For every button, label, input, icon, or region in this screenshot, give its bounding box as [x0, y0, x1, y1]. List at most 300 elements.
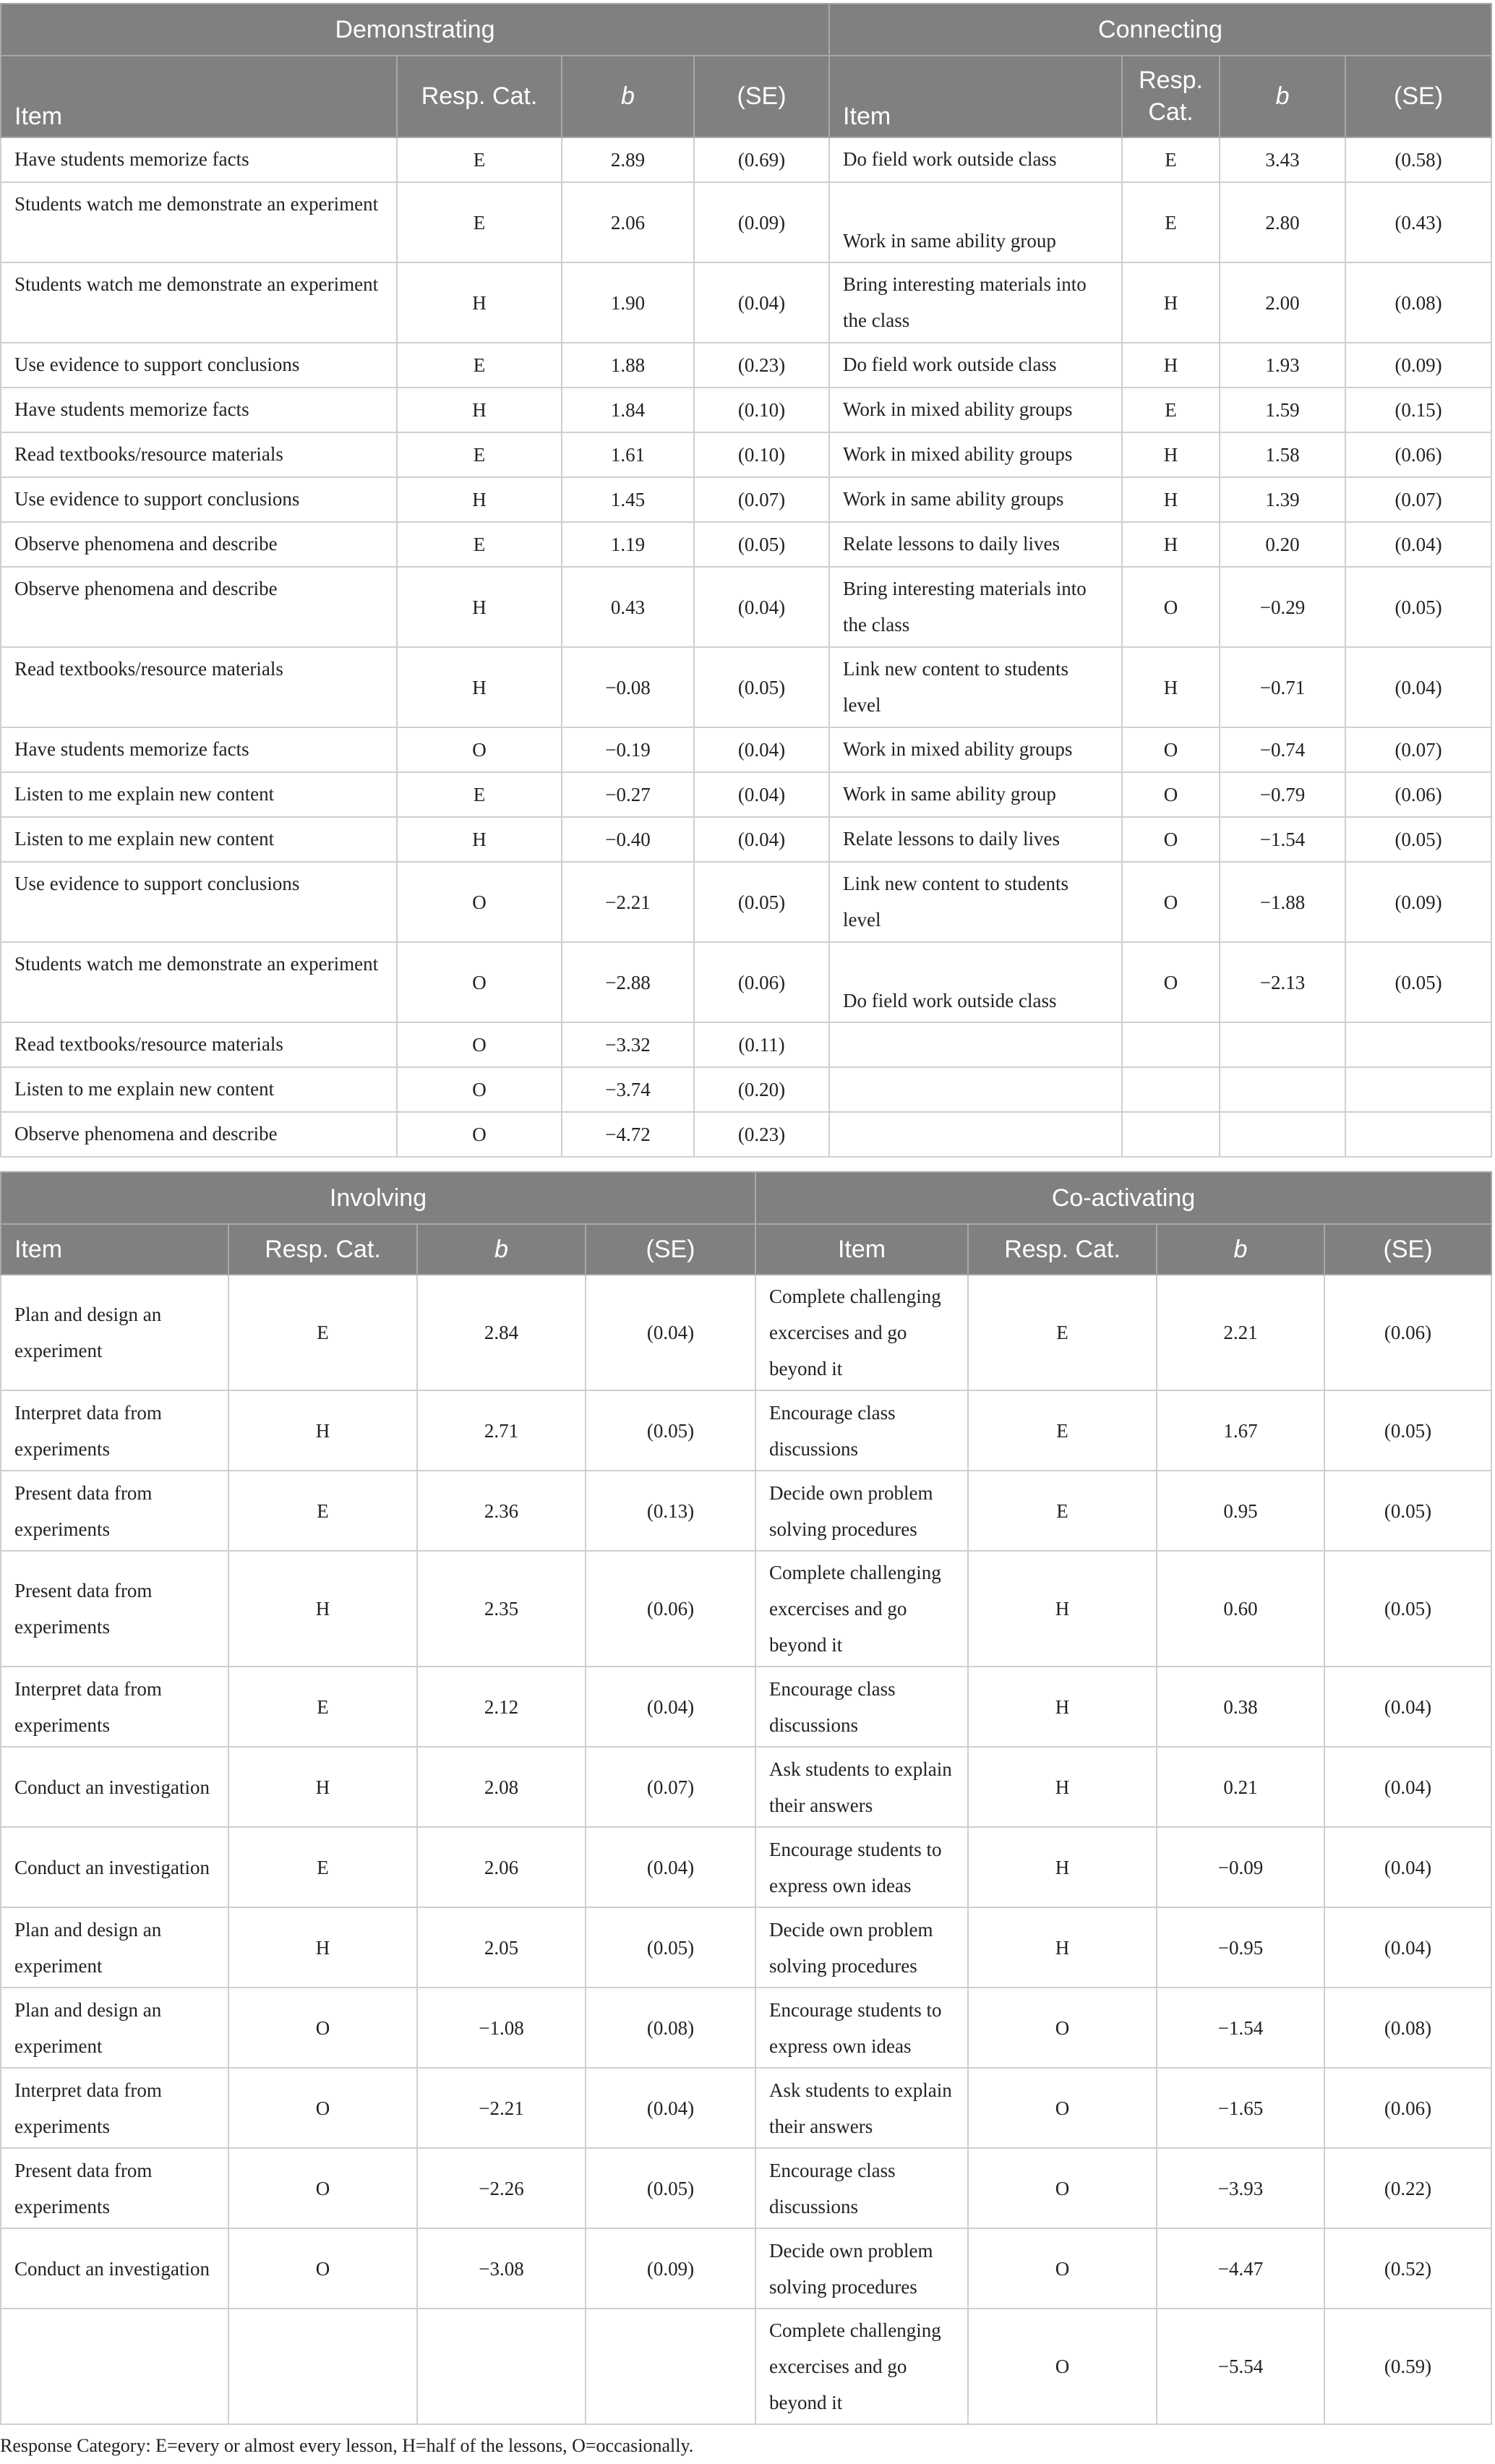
table-row [1, 942, 1491, 1022]
b-value-cell: −1.54 [1220, 817, 1345, 862]
resp-cat-cell: E [1122, 137, 1220, 182]
se-value-cell: (0.06) [1345, 772, 1491, 817]
table-row [1, 2068, 1491, 2148]
se-value-cell: (0.05) [586, 1390, 755, 1471]
se-value-cell: (0.05) [694, 862, 829, 942]
b-value-cell: −1.08 [417, 1988, 586, 2068]
b-value-cell: 1.59 [1220, 388, 1345, 432]
se-value-cell: (0.04) [694, 567, 829, 647]
item-cell: Observe phenomena and describe [1, 1112, 397, 1157]
item-cell: Observe phenomena and describe [1, 567, 397, 647]
table-row [1, 1551, 1491, 1667]
b-value-cell: 1.45 [562, 477, 694, 522]
b-value-cell: 1.19 [562, 522, 694, 567]
resp-cat-cell: O [1122, 567, 1220, 647]
item-cell: Plan and design an experiment [1, 1907, 228, 1988]
b-value-cell: −1.65 [1157, 2068, 1324, 2148]
b-value-cell: 2.06 [417, 1827, 586, 1907]
item-cell [829, 1112, 1122, 1157]
table-row [1, 343, 1491, 388]
resp-cat-cell: O [968, 2228, 1157, 2309]
b-value-cell: −4.72 [562, 1112, 694, 1157]
se-value-cell: (0.52) [1324, 2228, 1491, 2309]
table-row [1, 567, 1491, 647]
se-value-cell: (0.07) [586, 1747, 755, 1827]
resp-cat-cell: O [228, 2228, 417, 2309]
resp-cat-cell: H [228, 1747, 417, 1827]
item-cell: Relate lessons to daily lives [829, 522, 1122, 567]
resp-cat-cell: H [1122, 343, 1220, 388]
b-value-cell: 1.84 [562, 388, 694, 432]
se-value-cell: (0.23) [694, 343, 829, 388]
b-value-cell: −5.54 [1157, 2309, 1324, 2424]
b-value-cell: 1.39 [1220, 477, 1345, 522]
b-value-cell: 1.88 [562, 343, 694, 388]
item-cell: Interpret data from experiments [1, 1390, 228, 1471]
resp-cat-cell: H [968, 1551, 1157, 1667]
item-cell: Encourage class discussions [755, 1390, 968, 1471]
item-cell: Do field work outside class [829, 343, 1122, 388]
item-cell: Read textbooks/resource materials [1, 432, 397, 477]
se-value-cell [1345, 1067, 1491, 1112]
table-row [1, 1022, 1491, 1067]
b-value-cell: 0.38 [1157, 1667, 1324, 1747]
b-value-cell [417, 2309, 586, 2424]
column-header-b: b [417, 1224, 586, 1275]
se-value-cell: (0.13) [586, 1471, 755, 1551]
item-cell: Work in same ability groups [829, 477, 1122, 522]
resp-cat-cell: O [397, 862, 562, 942]
resp-cat-cell: E [968, 1275, 1157, 1390]
b-value-cell: 2.12 [417, 1667, 586, 1747]
resp-cat-cell: O [228, 1988, 417, 2068]
b-value-cell: −2.88 [562, 942, 694, 1022]
resp-cat-cell: E [228, 1275, 417, 1390]
item-cell: Conduct an investigation [1, 1747, 228, 1827]
se-value-cell: (0.20) [694, 1067, 829, 1112]
se-value-cell: (0.06) [1345, 432, 1491, 477]
table-row [1, 2228, 1491, 2309]
resp-cat-cell: O [1122, 772, 1220, 817]
column-header-se: (SE) [694, 56, 829, 137]
item-cell: Work in mixed ability groups [829, 388, 1122, 432]
resp-cat-cell: H [228, 1390, 417, 1471]
se-value-cell: (0.07) [1345, 477, 1491, 522]
b-value-cell: 0.60 [1157, 1551, 1324, 1667]
b-value-cell: 2.06 [562, 182, 694, 262]
resp-cat-cell: H [1122, 477, 1220, 522]
resp-cat-cell: E [968, 1390, 1157, 1471]
se-value-cell: (0.10) [694, 432, 829, 477]
se-value-cell: (0.04) [694, 727, 829, 772]
b-value-cell: 1.61 [562, 432, 694, 477]
b-value-cell [1220, 1022, 1345, 1067]
item-cell: Students watch me demonstrate an experiment [1, 262, 397, 343]
b-value-cell: 2.80 [1220, 182, 1345, 262]
se-value-cell: (0.04) [1324, 1667, 1491, 1747]
b-value-cell: −3.32 [562, 1022, 694, 1067]
se-value-cell: (0.04) [586, 1667, 755, 1747]
se-value-cell: (0.05) [1324, 1390, 1491, 1471]
se-value-cell: (0.06) [694, 942, 829, 1022]
resp-cat-cell: E [968, 1471, 1157, 1551]
b-value-cell: −2.26 [417, 2148, 586, 2228]
resp-cat-cell: E [397, 772, 562, 817]
item-cell [1, 2309, 228, 2424]
se-value-cell: (0.09) [694, 182, 829, 262]
b-value-cell: 3.43 [1220, 137, 1345, 182]
table-row [1, 647, 1491, 727]
resp-cat-cell: O [968, 1988, 1157, 2068]
se-value-cell: (0.04) [1324, 1827, 1491, 1907]
resp-cat-cell: H [1122, 432, 1220, 477]
item-cell: Students watch me demonstrate an experiment [1, 182, 397, 262]
table-row [1, 727, 1491, 772]
se-value-cell [1345, 1022, 1491, 1067]
table-row [1, 1747, 1491, 1827]
b-value-cell: −0.29 [1220, 567, 1345, 647]
column-header-se: (SE) [586, 1224, 755, 1275]
resp-cat-cell: O [397, 1067, 562, 1112]
b-value-cell [1220, 1067, 1345, 1112]
item-cell: Plan and design an experiment [1, 1988, 228, 2068]
item-cell: Have students memorize facts [1, 137, 397, 182]
item-cell: Relate lessons to daily lives [829, 817, 1122, 862]
resp-cat-cell: H [968, 1747, 1157, 1827]
se-value-cell: (0.10) [694, 388, 829, 432]
column-header-item: Item [829, 56, 1122, 137]
resp-cat-cell: E [228, 1827, 417, 1907]
resp-cat-cell: H [397, 817, 562, 862]
resp-cat-cell: O [397, 1022, 562, 1067]
item-cell: Bring interesting materials into the class [829, 567, 1122, 647]
resp-cat-cell: O [228, 2148, 417, 2228]
resp-cat-cell: O [1122, 862, 1220, 942]
table-demonstrating-connecting [0, 3, 1492, 1158]
table-row [1, 1988, 1491, 2068]
b-value-cell: −1.54 [1157, 1988, 1324, 2068]
se-value-cell: (0.06) [1324, 2068, 1491, 2148]
item-cell: Bring interesting materials into the class [829, 262, 1122, 343]
item-cell: Conduct an investigation [1, 1827, 228, 1907]
item-cell: Complete challenging excercises and go beyond it [755, 1551, 968, 1667]
resp-cat-cell: O [968, 2148, 1157, 2228]
resp-cat-cell: H [968, 1907, 1157, 1988]
se-value-cell: (0.07) [694, 477, 829, 522]
se-value-cell: (0.05) [694, 522, 829, 567]
table-row [1, 262, 1491, 343]
se-value-cell: (0.22) [1324, 2148, 1491, 2228]
table-involving-coactivating [0, 1171, 1492, 2425]
item-cell: Decide own problem solving procedures [755, 1907, 968, 1988]
se-value-cell: (0.69) [694, 137, 829, 182]
b-value-cell: 1.90 [562, 262, 694, 343]
se-value-cell: (0.04) [1324, 1747, 1491, 1827]
table-row [1, 1827, 1491, 1907]
table-footnote: Response Category: E=every or almost every lesson, H=half of the lessons, O=occasionally. [0, 2435, 694, 2456]
resp-cat-cell: O [968, 2309, 1157, 2424]
table-row [1, 1667, 1491, 1747]
b-value-cell: −4.47 [1157, 2228, 1324, 2309]
resp-cat-cell: H [228, 1907, 417, 1988]
resp-cat-cell: O [397, 727, 562, 772]
se-value-cell: (0.07) [1345, 727, 1491, 772]
se-value-cell: (0.06) [1324, 1275, 1491, 1390]
se-value-cell: (0.04) [694, 817, 829, 862]
item-cell [829, 1067, 1122, 1112]
table-row [1, 477, 1491, 522]
resp-cat-cell: H [228, 1551, 417, 1667]
se-value-cell: (0.05) [1345, 567, 1491, 647]
b-value-cell: 2.21 [1157, 1275, 1324, 1390]
column-header-item: Item [755, 1224, 968, 1275]
column-header-se: (SE) [1324, 1224, 1491, 1275]
b-value-cell: −0.19 [562, 727, 694, 772]
se-value-cell [586, 2309, 755, 2424]
b-value-cell: 2.71 [417, 1390, 586, 1471]
item-cell: Encourage students to express own ideas [755, 1988, 968, 2068]
item-cell: Have students memorize facts [1, 388, 397, 432]
item-cell: Interpret data from experiments [1, 2068, 228, 2148]
se-value-cell: (0.05) [1345, 817, 1491, 862]
item-cell: Link new content to students level [829, 647, 1122, 727]
item-cell: Complete challenging excercises and go beyond it [755, 1275, 968, 1390]
item-cell: Link new content to students level [829, 862, 1122, 942]
column-header-item: Item [1, 1224, 228, 1275]
se-value-cell: (0.08) [1324, 1988, 1491, 2068]
column-header-b: b [1220, 56, 1345, 137]
item-cell: Observe phenomena and describe [1, 522, 397, 567]
se-value-cell: (0.09) [1345, 343, 1491, 388]
resp-cat-cell: E [397, 137, 562, 182]
table-row [1, 432, 1491, 477]
item-cell: Use evidence to support conclusions [1, 477, 397, 522]
column-header-resp-cat: Resp. Cat. [1122, 56, 1220, 137]
item-cell: Work in same ability group [829, 182, 1122, 262]
item-cell: Use evidence to support conclusions [1, 862, 397, 942]
resp-cat-cell: E [397, 522, 562, 567]
column-header-b: b [562, 56, 694, 137]
item-cell: Encourage class discussions [755, 2148, 968, 2228]
item-cell: Listen to me explain new content [1, 817, 397, 862]
resp-cat-cell: O [1122, 817, 1220, 862]
resp-cat-cell: E [228, 1667, 417, 1747]
resp-cat-cell [1122, 1022, 1220, 1067]
group-header-demonstrating: Demonstrating [1, 4, 829, 56]
se-value-cell: (0.09) [586, 2228, 755, 2309]
b-value-cell: −0.09 [1157, 1827, 1324, 1907]
resp-cat-cell: E [228, 1471, 417, 1551]
resp-cat-cell: H [1122, 647, 1220, 727]
table-row [1, 1471, 1491, 1551]
item-cell: Interpret data from experiments [1, 1667, 228, 1747]
item-cell: Ask students to explain their answers [755, 1747, 968, 1827]
b-value-cell: −3.74 [562, 1067, 694, 1112]
se-value-cell: (0.43) [1345, 182, 1491, 262]
se-value-cell: (0.04) [1324, 1907, 1491, 1988]
table-row [1, 522, 1491, 567]
resp-cat-cell: O [228, 2068, 417, 2148]
item-cell: Do field work outside class [829, 942, 1122, 1022]
b-value-cell: 2.89 [562, 137, 694, 182]
item-cell: Read textbooks/resource materials [1, 1022, 397, 1067]
resp-cat-cell [1122, 1067, 1220, 1112]
se-value-cell [1345, 1112, 1491, 1157]
item-cell: Encourage students to express own ideas [755, 1827, 968, 1907]
item-cell: Listen to me explain new content [1, 1067, 397, 1112]
resp-cat-cell: H [968, 1667, 1157, 1747]
table-row [1, 182, 1491, 262]
b-value-cell: −2.21 [562, 862, 694, 942]
resp-cat-cell: H [397, 477, 562, 522]
se-value-cell: (0.15) [1345, 388, 1491, 432]
item-cell: Complete challenging excercises and go beyond it [755, 2309, 968, 2424]
se-value-cell: (0.04) [586, 2068, 755, 2148]
item-cell: Listen to me explain new content [1, 772, 397, 817]
group-header-involving: Involving [1, 1172, 755, 1224]
se-value-cell: (0.08) [586, 1988, 755, 2068]
b-value-cell: 2.00 [1220, 262, 1345, 343]
se-value-cell: (0.04) [586, 1827, 755, 1907]
table-row [1, 1112, 1491, 1157]
b-value-cell: 0.43 [562, 567, 694, 647]
item-cell: Ask students to explain their answers [755, 2068, 968, 2148]
se-value-cell: (0.59) [1324, 2309, 1491, 2424]
item-cell: Decide own problem solving procedures [755, 1471, 968, 1551]
resp-cat-cell: O [1122, 942, 1220, 1022]
b-value-cell: 1.67 [1157, 1390, 1324, 1471]
item-cell: Read textbooks/resource materials [1, 647, 397, 727]
b-value-cell: 1.93 [1220, 343, 1345, 388]
column-header-resp-cat: Resp. Cat. [968, 1224, 1157, 1275]
resp-cat-cell: H [397, 647, 562, 727]
table-row [1, 1390, 1491, 1471]
group-header-connecting: Connecting [829, 4, 1491, 56]
resp-cat-cell: O [1122, 727, 1220, 772]
se-value-cell: (0.04) [694, 262, 829, 343]
item-cell: Work in same ability group [829, 772, 1122, 817]
se-value-cell: (0.04) [694, 772, 829, 817]
se-value-cell: (0.05) [1324, 1551, 1491, 1667]
b-value-cell: 0.20 [1220, 522, 1345, 567]
se-value-cell: (0.04) [1345, 647, 1491, 727]
se-value-cell: (0.09) [1345, 862, 1491, 942]
b-value-cell: 2.08 [417, 1747, 586, 1827]
item-cell: Work in mixed ability groups [829, 432, 1122, 477]
resp-cat-cell: H [968, 1827, 1157, 1907]
column-header-resp-cat: Resp. Cat. [397, 56, 562, 137]
item-cell: Have students memorize facts [1, 727, 397, 772]
item-cell: Do field work outside class [829, 137, 1122, 182]
b-value-cell: −0.40 [562, 817, 694, 862]
table-row [1, 1067, 1491, 1112]
se-value-cell: (0.06) [586, 1551, 755, 1667]
resp-cat-cell [1122, 1112, 1220, 1157]
item-cell [829, 1022, 1122, 1067]
se-value-cell: (0.58) [1345, 137, 1491, 182]
se-value-cell: (0.23) [694, 1112, 829, 1157]
table-row [1, 1275, 1491, 1390]
b-value-cell: −1.88 [1220, 862, 1345, 942]
resp-cat-cell: O [968, 2068, 1157, 2148]
se-value-cell: (0.05) [1345, 942, 1491, 1022]
table-row [1, 772, 1491, 817]
column-header-resp-cat: Resp. Cat. [228, 1224, 417, 1275]
resp-cat-cell: E [397, 432, 562, 477]
item-cell: Present data from experiments [1, 2148, 228, 2228]
column-header-se: (SE) [1345, 56, 1491, 137]
se-value-cell: (0.05) [586, 2148, 755, 2228]
table-row [1, 817, 1491, 862]
se-value-cell: (0.04) [586, 1275, 755, 1390]
resp-cat-cell: O [397, 942, 562, 1022]
column-header-item: Item [1, 56, 397, 137]
b-value-cell: 2.35 [417, 1551, 586, 1667]
table-row [1, 388, 1491, 432]
b-value-cell: −0.79 [1220, 772, 1345, 817]
table-row [1, 862, 1491, 942]
item-cell: Present data from experiments [1, 1471, 228, 1551]
se-value-cell: (0.05) [586, 1907, 755, 1988]
b-value-cell: −0.08 [562, 647, 694, 727]
item-cell: Use evidence to support conclusions [1, 343, 397, 388]
resp-cat-cell: O [397, 1112, 562, 1157]
se-value-cell: (0.11) [694, 1022, 829, 1067]
b-value-cell: −0.27 [562, 772, 694, 817]
b-value-cell: 0.21 [1157, 1747, 1324, 1827]
item-cell: Work in mixed ability groups [829, 727, 1122, 772]
column-header-b: b [1157, 1224, 1324, 1275]
b-value-cell: −3.08 [417, 2228, 586, 2309]
resp-cat-cell: H [1122, 522, 1220, 567]
resp-cat-cell: H [1122, 262, 1220, 343]
resp-cat-cell: H [397, 388, 562, 432]
table-row [1, 2148, 1491, 2228]
b-value-cell [1220, 1112, 1345, 1157]
b-value-cell: −2.21 [417, 2068, 586, 2148]
item-cell: Plan and design an experiment [1, 1275, 228, 1390]
resp-cat-cell: E [397, 182, 562, 262]
b-value-cell: −0.74 [1220, 727, 1345, 772]
resp-cat-cell: H [397, 262, 562, 343]
resp-cat-cell [228, 2309, 417, 2424]
se-value-cell: (0.05) [1324, 1471, 1491, 1551]
group-header-coactivating: Co-activating [755, 1172, 1491, 1224]
item-cell: Encourage class discussions [755, 1667, 968, 1747]
se-value-cell: (0.08) [1345, 262, 1491, 343]
b-value-cell: −3.93 [1157, 2148, 1324, 2228]
resp-cat-cell: H [397, 567, 562, 647]
se-value-cell: (0.05) [694, 647, 829, 727]
item-cell: Decide own problem solving procedures [755, 2228, 968, 2309]
b-value-cell: 0.95 [1157, 1471, 1324, 1551]
b-value-cell: 1.58 [1220, 432, 1345, 477]
resp-cat-cell: E [397, 343, 562, 388]
se-value-cell: (0.04) [1345, 522, 1491, 567]
item-cell: Students watch me demonstrate an experiment [1, 942, 397, 1022]
b-value-cell: −2.13 [1220, 942, 1345, 1022]
b-value-cell: −0.71 [1220, 647, 1345, 727]
resp-cat-cell: E [1122, 388, 1220, 432]
table-row [1, 137, 1491, 182]
b-value-cell: 2.84 [417, 1275, 586, 1390]
item-cell: Present data from experiments [1, 1551, 228, 1667]
b-value-cell: 2.36 [417, 1471, 586, 1551]
table-row [1, 2309, 1491, 2424]
b-value-cell: 2.05 [417, 1907, 586, 1988]
resp-cat-cell: E [1122, 182, 1220, 262]
table-row [1, 1907, 1491, 1988]
